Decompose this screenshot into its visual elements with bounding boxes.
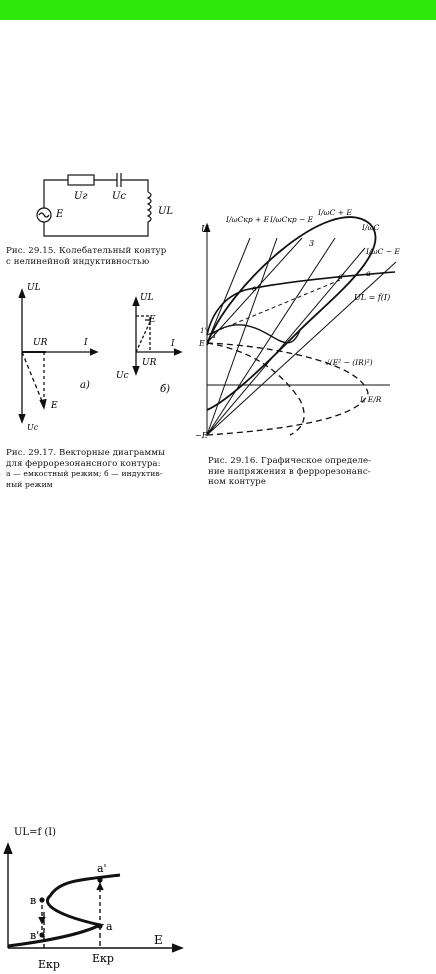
vector-diagram-a (19, 290, 97, 422)
point-b1 (39, 932, 44, 937)
fig16-caption (208, 456, 408, 488)
point-a (97, 923, 102, 928)
bottom-pt-a1: a' (97, 862, 107, 875)
g16-u: U (201, 225, 209, 235)
g16-curve: UL = f(I) (354, 293, 391, 302)
label-ul: UL (158, 206, 174, 217)
vec-b-ur: UR (142, 358, 157, 368)
g16-pt-b: в (252, 284, 257, 293)
g16-pt-a1: a' (338, 272, 345, 281)
vec-a-i: I (84, 338, 88, 348)
label-ur: Uг (74, 191, 88, 202)
fig16-caption-line: Рис. 29.16. Графическое определе- (208, 456, 372, 466)
vec-b-i: I (171, 339, 175, 349)
fig15-caption-line: Рис. 29.15. Колебательный контур (6, 246, 167, 256)
fig17-caption-line: а — емкостный режим; б — индуктив- (6, 469, 163, 478)
vector-diagram-b (133, 298, 181, 374)
g16-pt-a: a (366, 269, 371, 278)
fig15-caption-line: с нелинейной индуктивностью (6, 256, 150, 267)
vec-a-tag: а) (80, 380, 90, 391)
fig17-caption-line: для феррорезонансного контура: (6, 458, 161, 469)
g16-pt-3: 3 (309, 239, 315, 248)
label-uc: Uс (112, 191, 127, 202)
g16-top5: I/ωC − E (366, 247, 400, 256)
g16-pt-1b: 1' (200, 327, 207, 335)
vec-b-e: E (149, 315, 156, 325)
point-a1 (97, 877, 102, 882)
vec-a-ur: UR (33, 338, 48, 348)
vec-b-uc: Uc (116, 371, 129, 381)
bottom-e-axis: E (154, 933, 163, 947)
bottom-ekr-2: Eкр (92, 952, 114, 965)
g16-sqrt: √(E² − (IR)²) (325, 358, 373, 367)
g16-e: E (199, 339, 205, 348)
g16-top1: I/ωCкр + E (226, 215, 270, 224)
g16-top3: I/ωC + E (318, 208, 352, 217)
fig17-caption (6, 448, 196, 490)
bottom-pt-a: a (106, 920, 113, 933)
g16-top2: I/ωCкр − E (270, 215, 314, 224)
fig17-caption-line: Рис. 29.17. Векторные диаграммы (6, 448, 166, 458)
bottom-title: UL=f (I) (14, 827, 57, 838)
g16-minus-e: −E (195, 431, 208, 440)
vec-b-tag: б) (160, 384, 171, 395)
label-e: E (56, 209, 64, 220)
circuit-diagram (37, 173, 151, 236)
fig16-caption-line: ние напряжения в феррорезонанс- (208, 466, 371, 477)
point-b (39, 897, 44, 902)
g16-xaxis: I, E/R (360, 395, 382, 404)
fig15-caption (6, 246, 196, 267)
vec-b-ul: UL (140, 293, 154, 303)
bottom-pt-b1: в' (30, 929, 40, 942)
vec-a-e: E (51, 401, 58, 411)
vec-a-uc: Uc (27, 423, 39, 432)
g16-pt-1: 1 (212, 331, 218, 340)
bottom-pt-b: в (30, 894, 37, 907)
bottom-ekr-1: Eкр (38, 958, 60, 971)
g16-top4: I/ωC (362, 223, 380, 232)
vec-a-ul: UL (27, 283, 41, 293)
fig17-caption-line: ный режим (6, 479, 53, 489)
fig16-caption-line: ном контуре (208, 477, 267, 487)
